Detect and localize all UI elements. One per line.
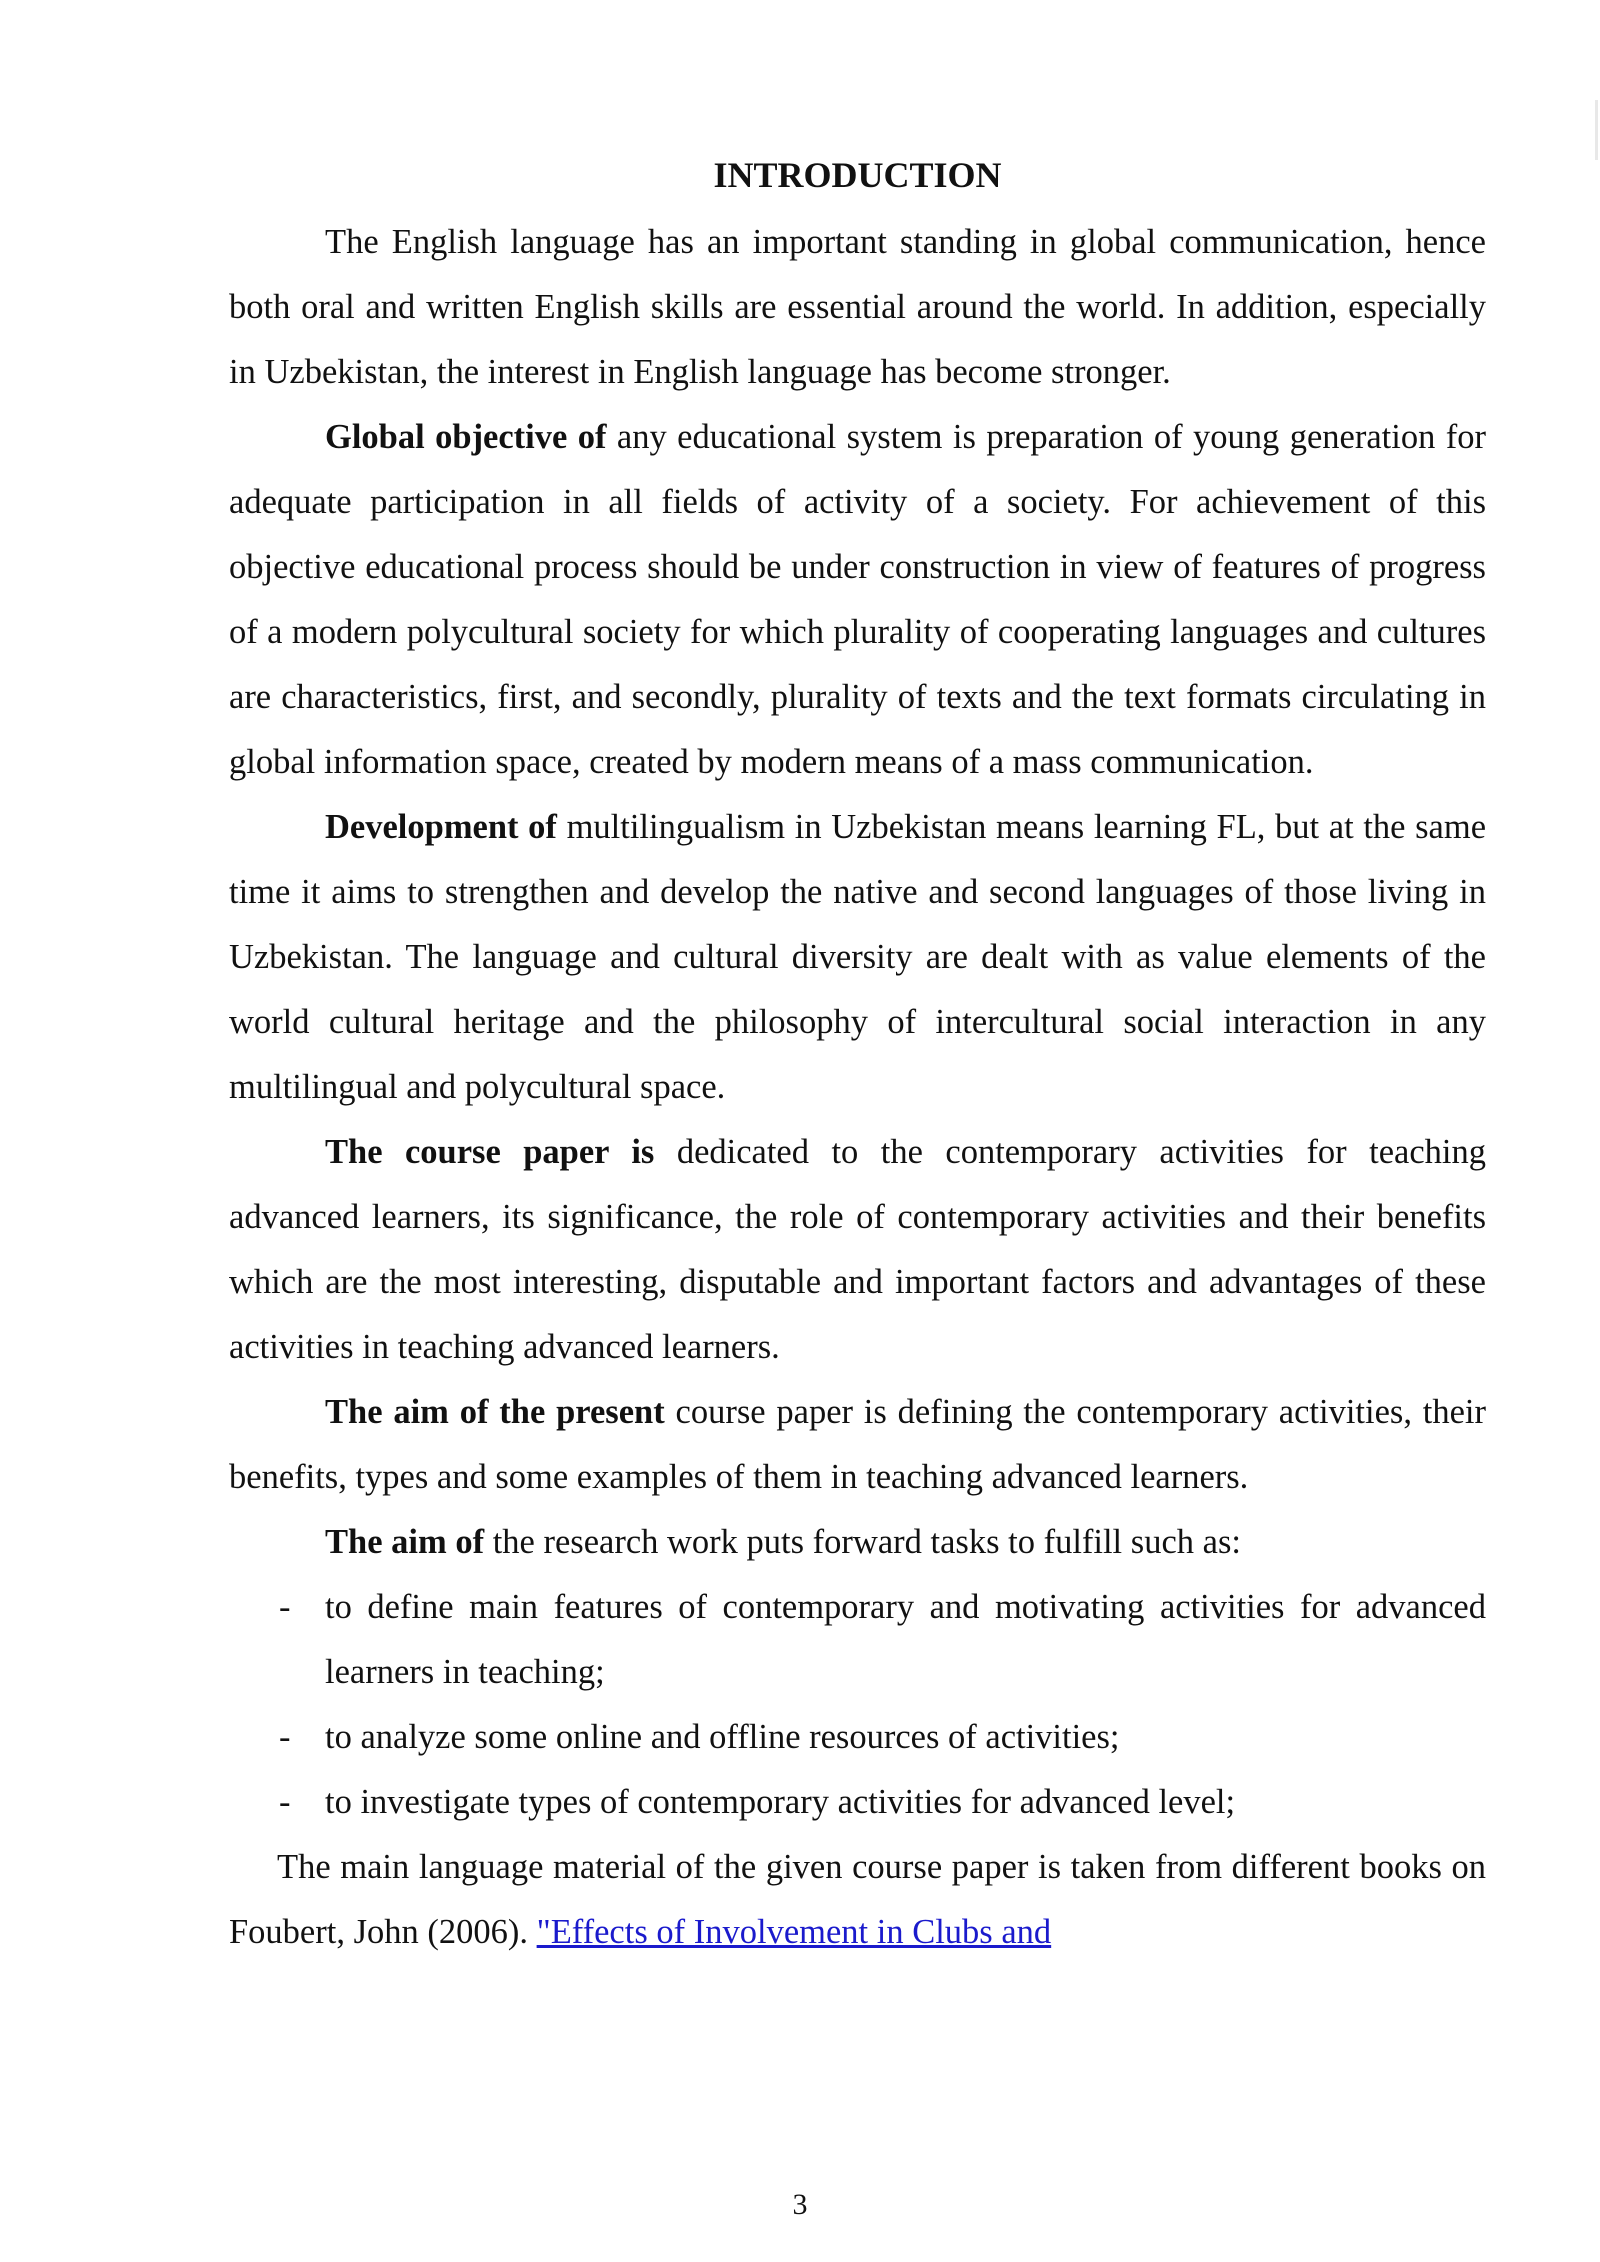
reference-link[interactable]: "Effects of Involvement in Clubs and xyxy=(536,1913,1052,1951)
paragraph-intro-text: The English language has an important standing in global communication, hence both oral and written English skills are essential around the world. In addition, especially in Uzbekistan, the interest in English language has become stronger. xyxy=(229,223,1486,391)
page-title: INTRODUCTION xyxy=(713,155,1002,195)
paragraph-material-text: The main language material of the given course paper is taken from different books on Foubert, John (2006). xyxy=(229,1848,1486,1951)
list-dash: - xyxy=(279,1718,291,1756)
list-item xyxy=(229,1575,1486,1705)
paragraph-course-paper-text: dedicated to the contemporary activities for teaching advanced learners, its significance, the role of contemporary activities and their benefits which are the most interesting, disputable and important factors and advantages of these activities in teaching advanced learners. xyxy=(229,1133,1486,1366)
bold-lead-global-objective: Global objective of xyxy=(325,418,607,456)
bold-lead-course-paper: The course paper is xyxy=(325,1133,655,1171)
page-number: 3 xyxy=(792,2188,808,2221)
paragraph-global-objective xyxy=(229,405,1486,795)
paragraph-aim-tasks xyxy=(229,1510,1486,1575)
paragraph-intro xyxy=(229,210,1486,405)
paragraph-aim-tasks-text: the research work puts forward tasks to fulfill such as: xyxy=(484,1523,1241,1561)
list-dash: - xyxy=(279,1588,291,1626)
paragraph-global-objective-text: any educational system is preparation of young generation for adequate participation in all fields of activity of a society. For achievement of this objective educational process should be under construction in view of features of progress of a modern polycultural society for which plurality of cooperating languages and cultures are characteristics, first, and secondly, plurality of texts and the text formats circulating in global information space, created by modern means of a mass communication. xyxy=(229,418,1486,781)
paragraph-aim-present-text: course paper is defining the contemporary activities, their benefits, types and some examples of them in teaching advanced learners. xyxy=(229,1393,1487,1496)
paragraph-development-text: multilingualism in Uzbekistan means learning FL, but at the same time it aims to strengthen and develop the native and second languages of those living in Uzbekistan. The language and cultural diversity are dealt with as value elements of the world cultural heritage and the philosophy of intercultural social interaction in any multilingual and polycultural space. xyxy=(229,808,1487,1106)
bold-lead-aim-of: The aim of xyxy=(325,1523,485,1561)
list-item xyxy=(229,1770,1486,1835)
page-content xyxy=(229,146,1486,1965)
list-item-text: to define main features of contemporary and motivating activities for advanced learners in teaching; xyxy=(325,1588,1486,1691)
paragraph-course-paper xyxy=(229,1120,1486,1380)
paragraph-material xyxy=(229,1835,1486,1965)
paragraph-development xyxy=(229,795,1486,1120)
list-item-text: to analyze some online and offline resources of activities; xyxy=(325,1718,1120,1756)
bold-lead-aim-present: The aim of the present xyxy=(325,1393,665,1431)
task-list xyxy=(229,1575,1486,1835)
list-item xyxy=(229,1705,1486,1770)
bold-lead-development: Development of xyxy=(325,808,557,846)
list-item-text: to investigate types of contemporary activities for advanced level; xyxy=(325,1783,1236,1821)
paragraph-aim-present xyxy=(229,1380,1486,1510)
list-dash: - xyxy=(279,1783,291,1821)
page-edge-shadow xyxy=(1595,100,1598,160)
